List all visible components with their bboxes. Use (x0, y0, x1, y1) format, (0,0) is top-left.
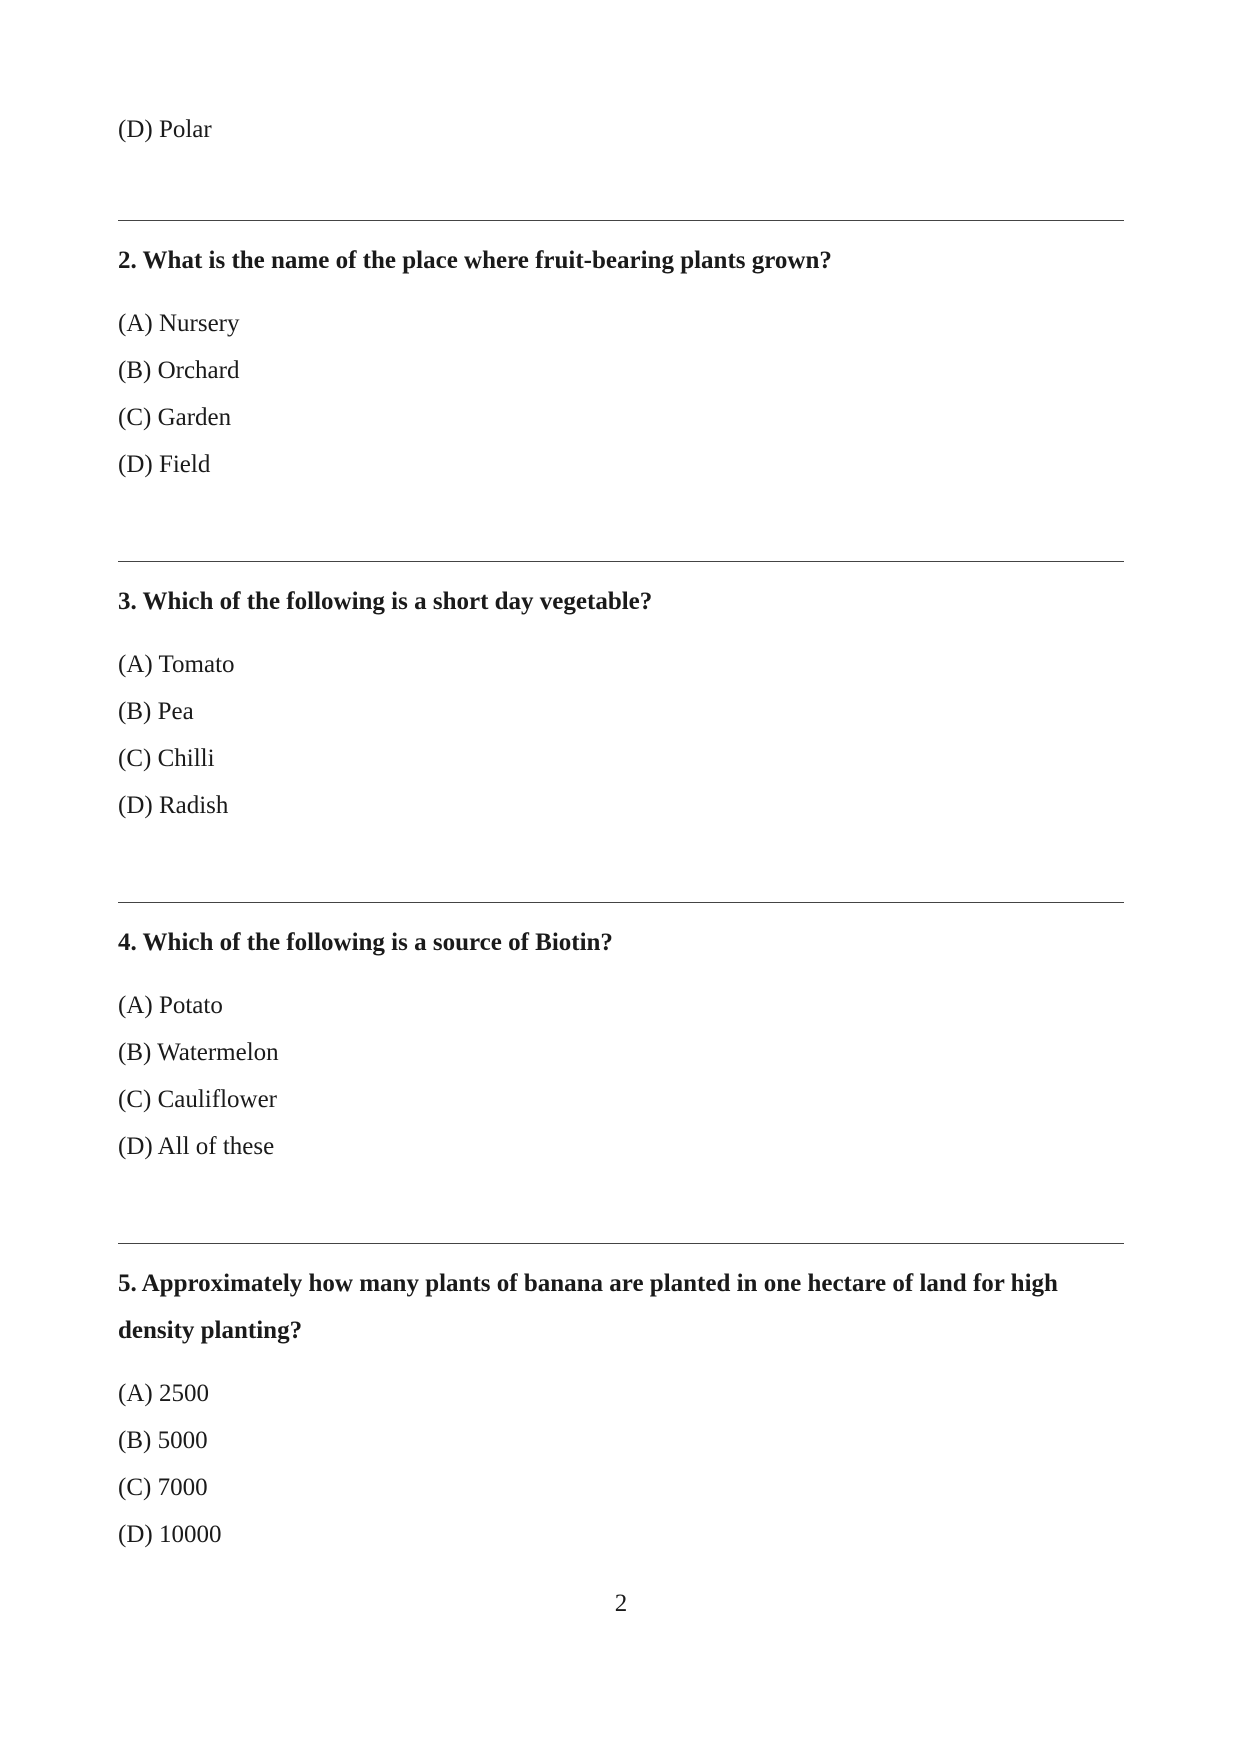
separator-rule (118, 1243, 1124, 1244)
option-a: (A) Tomato (118, 651, 235, 678)
option-list (118, 1379, 1124, 1550)
option-c: (C) Cauliflower (118, 1086, 277, 1113)
option-b: (B) 5000 (118, 1427, 208, 1454)
option-a: (A) Potato (118, 992, 223, 1019)
option-d: (D) 10000 (118, 1521, 222, 1548)
option-b: (B) Pea (118, 698, 194, 725)
separator-rule (118, 902, 1124, 903)
question-text: 5. Approximately how many plants of banana are planted in one hectare of land for high density planting? (118, 1270, 1058, 1344)
option-d: (D) Radish (118, 792, 229, 819)
option-d: (D) Field (118, 451, 211, 478)
option-a: (A) 2500 (118, 1380, 209, 1407)
option-list (118, 991, 1124, 1162)
page-number: 2 (614, 1590, 628, 1617)
separator-rule (118, 220, 1124, 221)
option-c: (C) 7000 (118, 1474, 208, 1501)
carryover-option: (D) Polar (118, 116, 212, 143)
separator-rule (118, 561, 1124, 562)
option-b: (B) Watermelon (118, 1039, 279, 1066)
question-text: 2. What is the name of the place where fruit-bearing plants grown? (118, 247, 832, 274)
option-a: (A) Nursery (118, 310, 240, 337)
option-b: (B) Orchard (118, 357, 240, 384)
document-page (118, 0, 1124, 1754)
option-c: (C) Chilli (118, 745, 215, 772)
option-list (118, 650, 1124, 821)
option-list (118, 309, 1124, 480)
option-c: (C) Garden (118, 404, 232, 431)
option-d: (D) All of these (118, 1133, 275, 1160)
question-text: 3. Which of the following is a short day vegetable? (118, 588, 653, 615)
question-text: 4. Which of the following is a source of Biotin? (118, 929, 613, 956)
